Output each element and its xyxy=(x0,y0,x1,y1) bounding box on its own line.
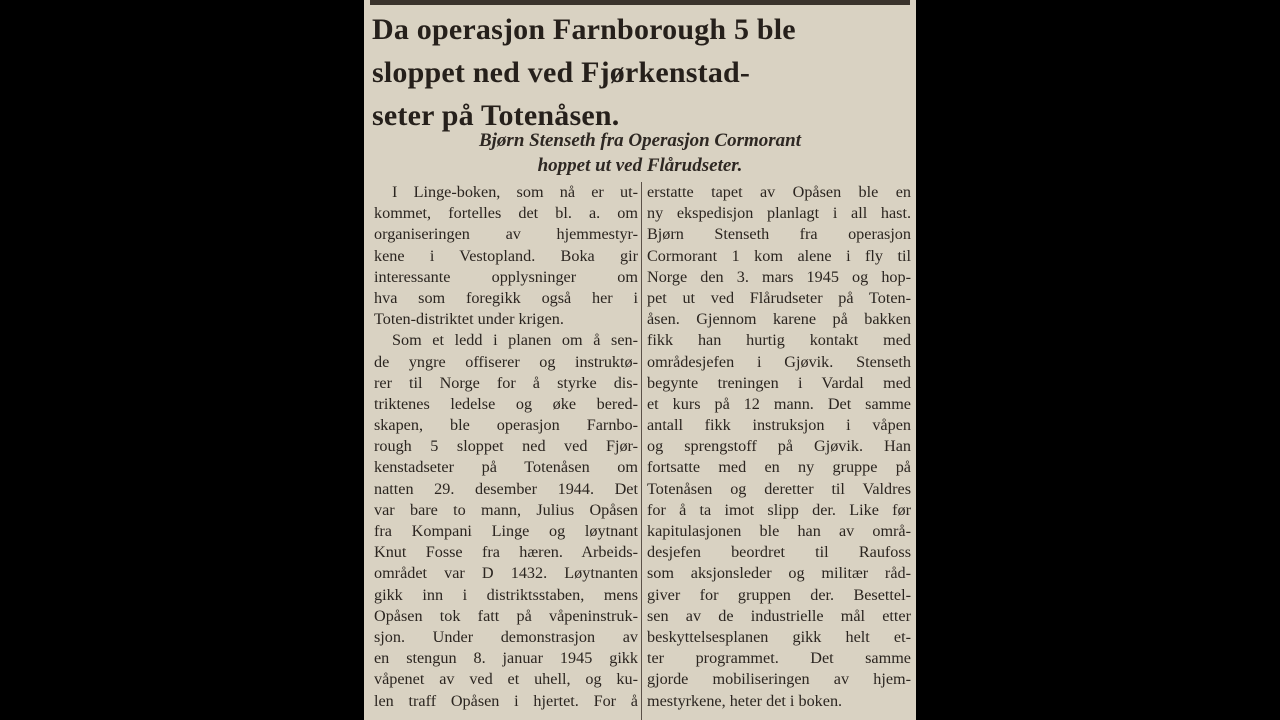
paragraph-line: mestyrkene, heter det i boken. xyxy=(647,691,843,710)
paragraph-line: våpenet av ved et uhell, og ku- xyxy=(374,670,638,689)
paragraph-line: kenstadseter på Totenåsen om xyxy=(374,458,638,477)
paragraph-line: beskyttelsesplanen gikk helt et- xyxy=(647,627,911,646)
paragraph-line: natten 29. desember 1944. Det xyxy=(374,479,638,498)
paragraph-line: Norge den 3. mars 1945 og hop- xyxy=(647,267,911,286)
paragraph-line: Cormorant 1 kom alene i fly til xyxy=(647,246,911,265)
paragraph-line: hva som foregikk også her i xyxy=(374,288,638,307)
paragraph-line: Som et ledd i planen om å sen- xyxy=(392,331,638,350)
paragraph-line: fortsatte med en ny gruppe på xyxy=(647,458,911,477)
paragraph-line: rough 5 sloppet ned ved Fjør- xyxy=(374,437,638,456)
paragraph-line: som aksjonsleder og militær råd- xyxy=(647,564,911,583)
headline-line: sloppet ned ved Fjørkenstad- xyxy=(372,56,751,89)
paragraph-line: interessante opplysninger om xyxy=(374,267,638,286)
paragraph-line: len traff Opåsen i hjertet. For å xyxy=(374,691,638,710)
paragraph-line: en stengun 8. januar 1945 gikk xyxy=(374,649,638,668)
paragraph-line: Knut Fosse fra hæren. Arbeids- xyxy=(374,543,638,562)
paragraph-line: kene i Vestopland. Boka gir xyxy=(374,246,638,265)
paragraph-line: fikk han hurtig kontakt med xyxy=(647,331,911,350)
right-column xyxy=(647,182,911,712)
headline-line: Da operasjon Farnborough 5 ble xyxy=(372,13,796,46)
headline xyxy=(372,8,912,137)
newspaper-clipping xyxy=(364,0,916,720)
paragraph-line: rer til Norge for å styrke dis- xyxy=(374,373,638,392)
headline-line: seter på Totenåsen. xyxy=(372,99,620,132)
paragraph-line: organiseringen av hjemmestyr- xyxy=(374,225,638,244)
column-divider xyxy=(641,182,642,720)
paragraph-line: Bjørn Stenseth fra operasjon xyxy=(647,225,911,244)
left-column xyxy=(374,182,638,712)
paragraph-line: ny ekspedisjon planlagt i all hast. xyxy=(647,204,911,223)
paragraph-line: Opåsen tok fatt på våpeninstruk- xyxy=(374,606,638,625)
paragraph-line: erstatte tapet av Opåsen ble en xyxy=(647,183,911,201)
paragraph-line: giver for gruppen der. Besettel- xyxy=(647,585,911,604)
subheadline-line: hoppet ut ved Flårudseter. xyxy=(537,155,743,176)
paragraph-line: Toten-distriktet under krigen. xyxy=(374,310,564,329)
subheadline-line: Bjørn Stenseth fra Operasjon Cormorant xyxy=(478,130,802,151)
paragraph-line: et kurs på 12 mann. Det samme xyxy=(647,394,911,413)
paragraph-line: sen av de industrielle mål etter xyxy=(647,606,911,625)
paragraph-line: gikk inn i distriktsstaben, mens xyxy=(374,585,638,604)
paragraph-line: begynte treningen i Vardal med xyxy=(647,373,911,392)
paragraph-line: desjefen beordret til Raufoss xyxy=(647,543,911,562)
paragraph-line: skapen, ble operasjon Farnbo- xyxy=(374,416,638,435)
paragraph-line: områdesjefen i Gjøvik. Stenseth xyxy=(647,352,911,371)
paragraph-line: området var D 1432. Løytnanten xyxy=(374,564,638,583)
top-rule xyxy=(370,0,910,5)
paragraph-line: I Linge-boken, som nå er ut- xyxy=(392,183,638,201)
paragraph-line: var bare to mann, Julius Opåsen xyxy=(374,500,638,519)
paragraph-line: gjorde mobiliseringen av hjem- xyxy=(647,670,911,689)
paragraph-line: ter programmet. Det samme xyxy=(647,649,911,668)
paragraph-line: triktenes ledelse og øke bered- xyxy=(374,394,638,413)
paragraph-line: fra Kompani Linge og løytnant xyxy=(374,522,638,540)
paragraph-line: pet ut ved Flårudseter på Toten- xyxy=(647,288,911,307)
paragraph-line: for å ta imot slipp der. Like før xyxy=(647,500,911,519)
paragraph-line: sjon. Under demonstrasjon av xyxy=(374,627,638,646)
paragraph-line: kapitulasjonen ble han av områ- xyxy=(647,522,911,540)
paragraph-line: antall fikk instruksjon i våpen xyxy=(647,416,911,435)
paragraph-line: Totenåsen og deretter til Valdres xyxy=(647,479,911,498)
paragraph-line: kommet, fortelles det bl. a. om xyxy=(374,204,638,223)
paragraph-line: de yngre offiserer og instruktø- xyxy=(374,352,638,371)
paragraph-line: åsen. Gjennom karene på bakken xyxy=(647,310,911,329)
paragraph-line: og sprengstoff på Gjøvik. Han xyxy=(647,437,911,456)
